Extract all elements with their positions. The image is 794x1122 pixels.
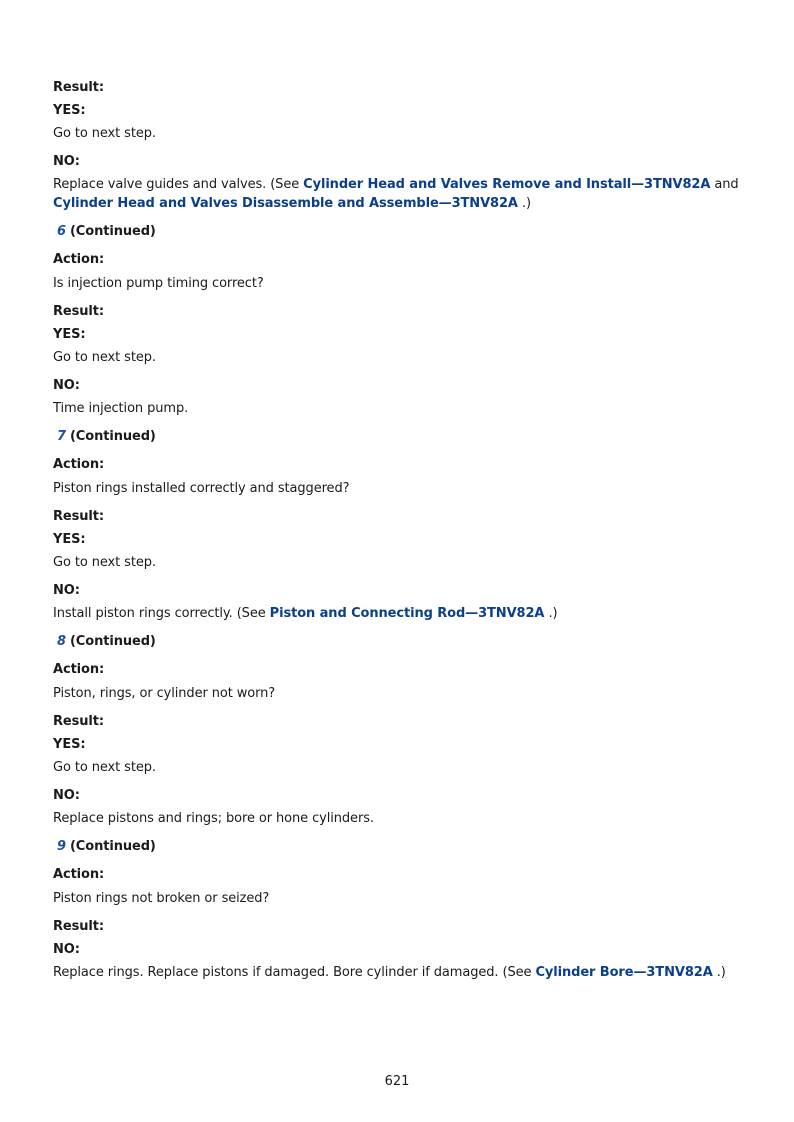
no-text-suffix: .)	[517, 196, 531, 211]
no-label: NO:	[53, 378, 80, 393]
no-text-middle: and	[710, 177, 739, 192]
no-label: NO:	[53, 154, 80, 169]
page-number: 621	[384, 1074, 410, 1089]
continued-label: (Continued)	[69, 634, 156, 649]
yes-text: Go to next step.	[53, 350, 156, 365]
result-label: Result:	[53, 714, 104, 729]
cylinder-head-disassemble-assemble-link[interactable]: Cylinder Head and Valves Disassemble and Assemble—3TNV82A	[53, 196, 518, 211]
yes-text: Go to next step.	[53, 760, 156, 775]
no-label: NO:	[53, 942, 80, 957]
action-label: Action:	[53, 867, 105, 882]
result-label: Result:	[53, 509, 104, 524]
continued-label: (Continued)	[69, 429, 156, 444]
action-text: Piston, rings, or cylinder not worn?	[53, 686, 276, 701]
cylinder-bore-link[interactable]: Cylinder Bore—3TNV82A	[535, 965, 713, 980]
action-text: Is injection pump timing correct?	[53, 276, 264, 291]
yes-label: YES:	[53, 532, 86, 547]
continued-label: (Continued)	[69, 224, 156, 239]
no-text-prefix: Replace valve guides and valves. (See	[53, 177, 304, 192]
no-text-prefix: Install piston rings correctly. (See	[53, 606, 270, 621]
yes-text: Go to next step.	[53, 126, 156, 141]
action-label: Action:	[53, 252, 105, 267]
action-label: Action:	[53, 662, 105, 677]
step-number: 8	[57, 634, 66, 649]
yes-label: YES:	[53, 737, 86, 752]
step-heading	[53, 634, 156, 650]
result-label: Result:	[53, 919, 104, 934]
step-heading	[53, 224, 156, 240]
continued-label: (Continued)	[69, 839, 156, 854]
piston-connecting-rod-link[interactable]: Piston and Connecting Rod—3TNV82A	[269, 606, 545, 621]
no-text: Replace pistons and rings; bore or hone cylinders.	[53, 811, 374, 826]
no-text	[53, 175, 743, 213]
no-text-prefix: Replace rings. Replace pistons if damaged. Bore cylinder if damaged. (See	[53, 965, 536, 980]
step-heading	[53, 429, 156, 445]
action-text: Piston rings installed correctly and staggered?	[53, 481, 350, 496]
step-number: 7	[57, 429, 66, 444]
no-text	[53, 606, 557, 622]
yes-label: YES:	[53, 327, 86, 342]
step-heading	[53, 839, 156, 855]
result-label: Result:	[53, 80, 104, 95]
no-label: NO:	[53, 583, 80, 598]
no-text: Time injection pump.	[53, 401, 189, 416]
action-text: Piston rings not broken or seized?	[53, 891, 270, 906]
yes-text: Go to next step.	[53, 555, 156, 570]
no-label: NO:	[53, 788, 80, 803]
no-text-suffix: .)	[712, 965, 726, 980]
action-label: Action:	[53, 457, 105, 472]
cylinder-head-remove-install-link[interactable]: Cylinder Head and Valves Remove and Install—3TNV82A	[303, 177, 711, 192]
step-number: 6	[57, 224, 66, 239]
no-text-suffix: .)	[544, 606, 558, 621]
step-number: 9	[57, 839, 66, 854]
yes-label: YES:	[53, 103, 86, 118]
result-label: Result:	[53, 304, 104, 319]
no-text	[53, 965, 726, 981]
